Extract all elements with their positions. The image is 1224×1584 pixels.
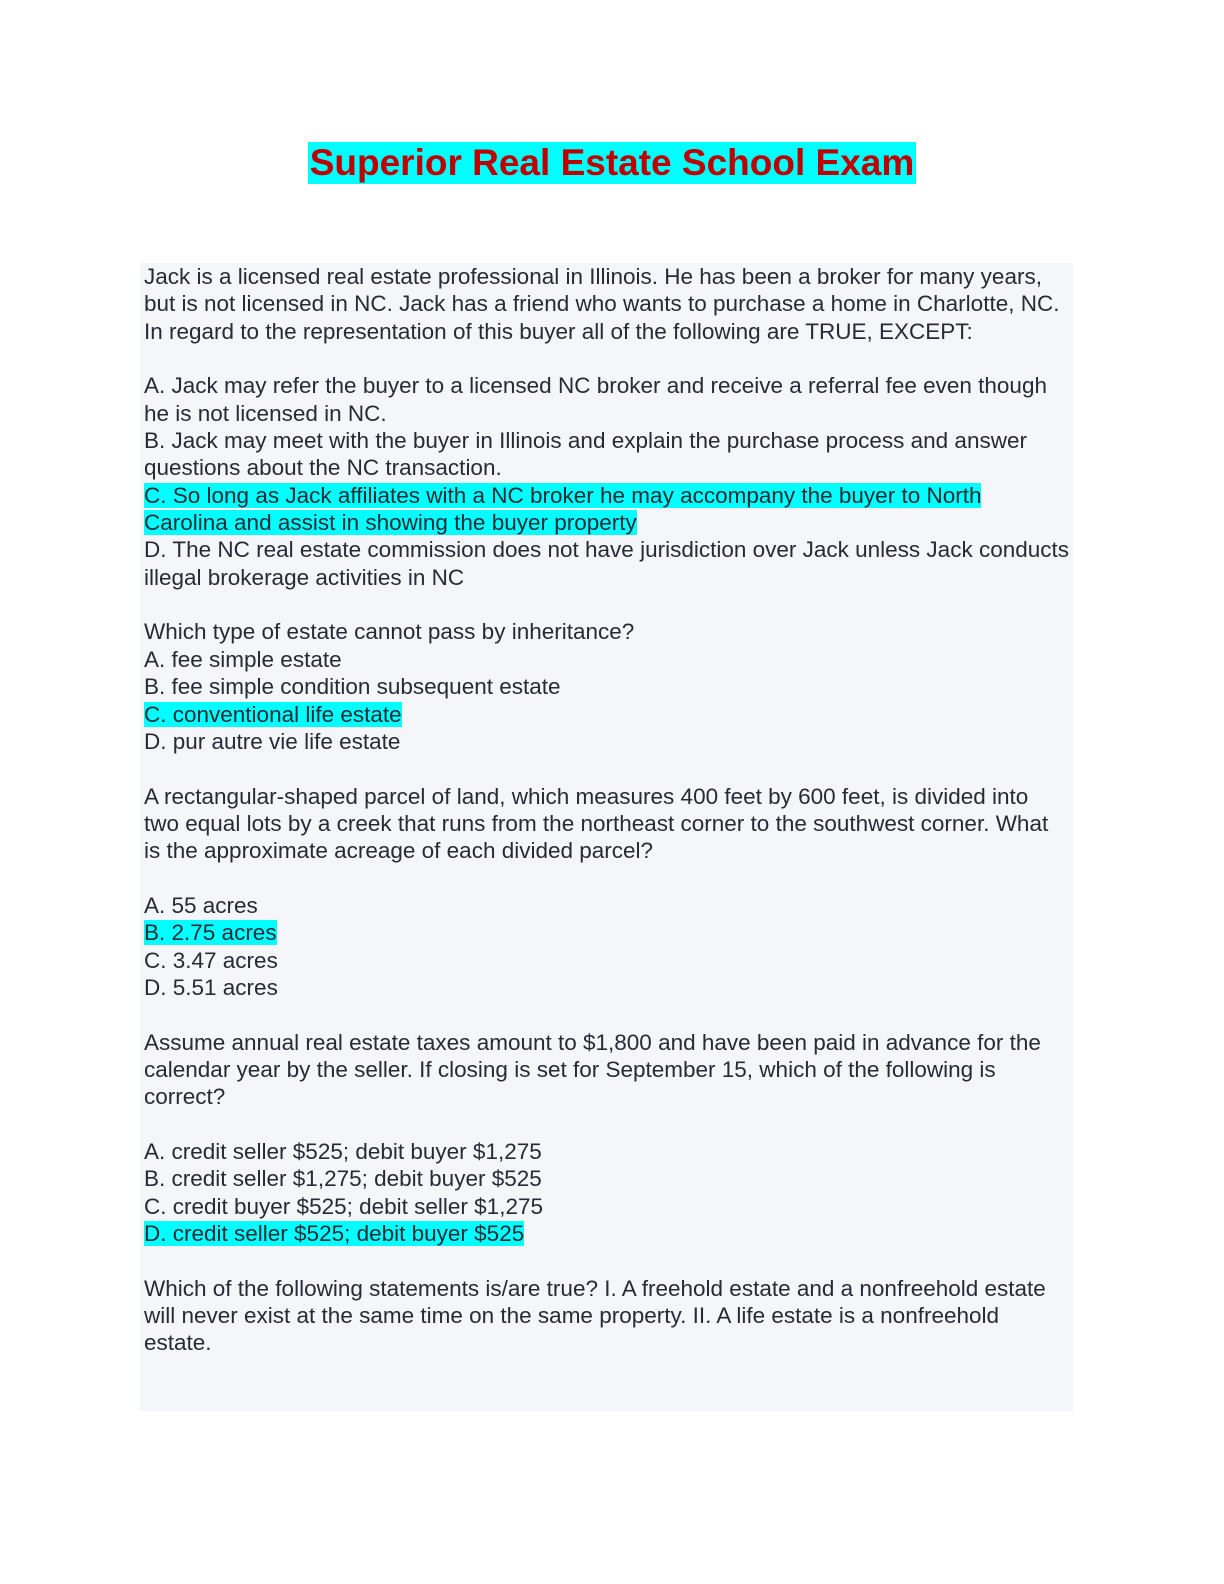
question-1-option-b: B. Jack may meet with the buyer in Illinois and explain the purchase process and answer questions about the NC transaction. <box>144 428 1027 481</box>
spacer <box>144 1247 1069 1274</box>
spacer <box>144 1111 1069 1138</box>
question-1-option-a: A. Jack may refer the buyer to a licensed NC broker and receive a referral fee even though he is not licensed in NC. <box>144 373 1047 426</box>
exam-content <box>140 263 1073 1411</box>
spacer <box>144 865 1069 892</box>
question-3-option-d: D. 5.51 acres <box>144 974 278 1000</box>
question-1-option-c <box>144 482 1069 537</box>
question-5-text: Which of the following statements is/are true? I. A freehold estate and a nonfreehold estate will never exist at the same time on the same property. II. A life estate is a nonfreehold estate. <box>144 1275 1046 1356</box>
question-4-option-d <box>144 1220 1069 1247</box>
document-title: Superior Real Estate School Exam <box>309 142 915 183</box>
question-4-option-c: C. credit buyer $525; debit seller $1,275 <box>144 1193 543 1219</box>
highlighted-answer: C. conventional life estate <box>144 701 402 727</box>
highlighted-answer: B. 2.75 acres <box>144 920 277 946</box>
question-3-text: A rectangular-shaped parcel of land, which measures 400 feet by 600 feet, is divided into two equal lots by a creek that runs from the northeast corner to the southwest corner. What is the approximate acreage of each divided parcel? <box>144 783 1049 864</box>
question-4-text: Assume annual real estate taxes amount to $1,800 and have been paid in advance for the calendar year by the seller. If closing is set for September 15, which of the following is correct? <box>144 1029 1041 1110</box>
question-3-option-b <box>144 919 1069 946</box>
question-1-text: Jack is a licensed real estate professional in Illinois. He has been a broker for many years, but is not licensed in NC. Jack has a friend who wants to purchase a home in Charlotte, NC. In regard to the representation of this buyer all of the following are TRUE, EXCEPT: <box>144 264 1060 344</box>
question-3-option-c: C. 3.47 acres <box>144 947 278 973</box>
question-2-text: Which type of estate cannot pass by inheritance? <box>144 619 635 645</box>
highlighted-answer: C. So long as Jack affiliates with a NC broker he may accompany the buyer to North Carolina and assist in showing the buyer property <box>144 482 982 536</box>
spacer <box>144 345 1069 372</box>
title-container <box>0 142 1224 184</box>
question-3-option-a: A. 55 acres <box>144 892 258 918</box>
question-2-option-d: D. pur autre vie life estate <box>144 728 401 754</box>
question-4-option-b: B. credit seller $1,275; debit buyer $525 <box>144 1166 542 1192</box>
question-1-option-d: D. The NC real estate commission does not have jurisdiction over Jack unless Jack conducts illegal brokerage activities in NC <box>144 537 1070 590</box>
question-2-option-c <box>144 701 1069 728</box>
spacer <box>144 591 1069 618</box>
question-4-option-a: A. credit seller $525; debit buyer $1,275 <box>144 1139 542 1164</box>
highlighted-answer: D. credit seller $525; debit buyer $525 <box>144 1221 525 1247</box>
spacer <box>144 755 1069 782</box>
question-2-option-b: B. fee simple condition subsequent estate <box>144 674 561 700</box>
spacer <box>144 1001 1069 1028</box>
question-2-option-a: A. fee simple estate <box>144 646 342 672</box>
